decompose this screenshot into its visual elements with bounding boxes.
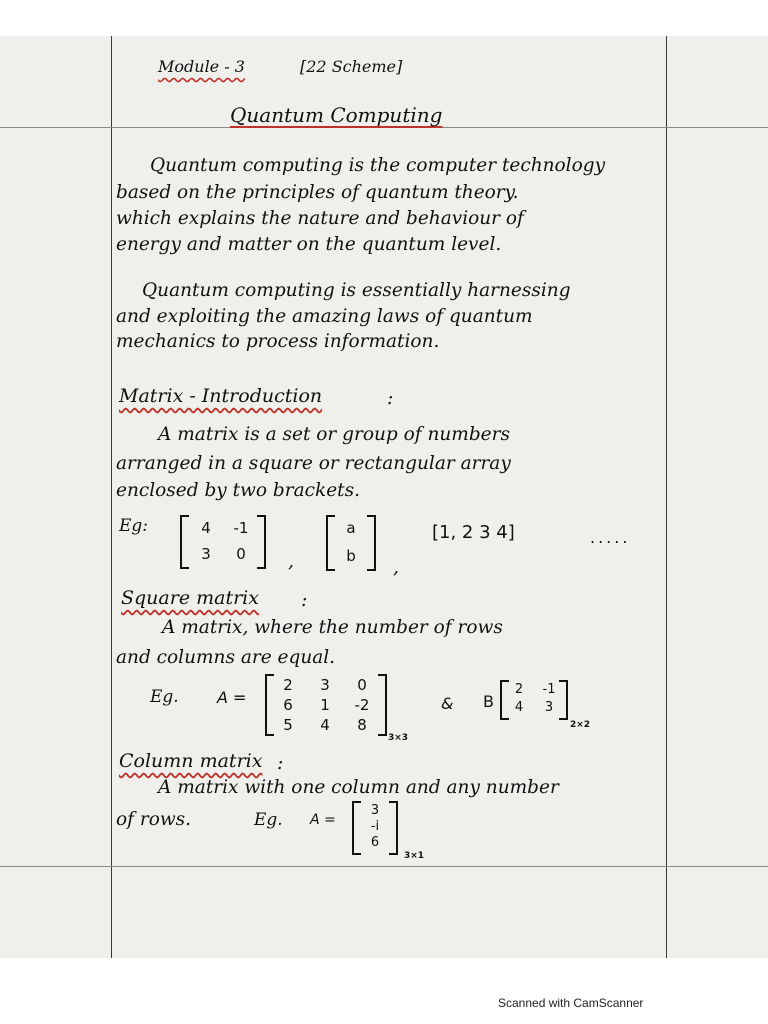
text-line: A matrix is a set or group of numbers [158, 424, 510, 445]
row-matrix-example: [1, 2 3 4] [432, 522, 515, 543]
matrix-cell: 2 [283, 676, 293, 694]
right-bracket [257, 515, 266, 569]
square-matrix-b [500, 680, 568, 720]
matrix-cell: 6 [370, 835, 380, 850]
text-line: Quantum computing is essentially harnessing [142, 280, 571, 301]
matrix-cell: 4 [320, 716, 330, 734]
scanner-watermark: Scanned with CamScanner [498, 996, 644, 1010]
text-line: A matrix with one column and any number [158, 777, 559, 798]
matrix-cell: 3 [201, 545, 211, 563]
right-bracket [367, 515, 376, 571]
ellipsis: ..... [590, 528, 631, 547]
matrix-cell: 5 [283, 716, 293, 734]
text-line: energy and matter on the quantum level. [116, 234, 502, 255]
matrix-cell: 8 [357, 716, 367, 734]
column-matrix-size: 3×1 [404, 851, 425, 861]
matrix-cell: -1 [542, 682, 556, 697]
comma: , [393, 556, 400, 578]
matrix-a-size: 3×3 [388, 733, 409, 743]
matrix-cell: 4 [514, 700, 524, 715]
square-matrix-colon: : [301, 589, 308, 611]
left-bracket [180, 515, 189, 569]
text-line: Quantum computing is the computer technology [150, 155, 606, 176]
matrix-cell: -2 [354, 696, 370, 714]
text-line: and columns are equal. [116, 647, 336, 668]
module-label: Module - 3 [158, 57, 245, 76]
square-matrix-heading: Square matrix [121, 587, 259, 609]
matrix-cell: 3 [544, 700, 554, 715]
square-matrix-a [265, 674, 387, 736]
right-bracket [378, 674, 387, 736]
matrix-cell: 4 [201, 519, 211, 537]
matrix-cell: -i [370, 819, 380, 834]
column-matrix-example [352, 801, 398, 855]
column-matrix-label: A = [310, 812, 336, 828]
matrix-cell: 6 [283, 696, 293, 714]
matrix-cell: b [346, 547, 356, 565]
text-line: and exploiting the amazing laws of quantum [116, 306, 533, 327]
and-symbol: & [441, 694, 454, 713]
bottom-rule [0, 866, 768, 867]
matrix-cell: 3 [370, 803, 380, 818]
column-matrix-colon: : [277, 752, 284, 774]
matrix-intro-heading: Matrix - Introduction [119, 385, 323, 407]
eg-label: Eg. [150, 687, 179, 707]
text-line: enclosed by two brackets. [116, 480, 360, 501]
right-bracket [389, 801, 398, 855]
matrix-cell: 2 [514, 682, 524, 697]
matrix-cell: -1 [233, 519, 249, 537]
page-title: Quantum Computing [230, 103, 443, 127]
left-margin-line [111, 36, 112, 958]
column-matrix-heading: Column matrix [119, 750, 263, 772]
left-bracket [352, 801, 361, 855]
matrix-cell: 0 [357, 676, 367, 694]
matrix-cell: a [346, 519, 356, 537]
matrix-a-label: A = [217, 688, 247, 707]
left-bracket [265, 674, 274, 736]
matrix-cell: 3 [320, 676, 330, 694]
text-line: mechanics to process information. [116, 331, 440, 352]
matrix-b-size: 2×2 [570, 720, 591, 730]
text-line: arranged in a square or rectangular array [116, 453, 511, 474]
top-rule [0, 127, 768, 128]
scheme-label: [22 Scheme] [300, 57, 403, 76]
example-column-matrix [326, 515, 376, 571]
matrix-intro-colon: : [387, 387, 394, 409]
text-line: A matrix, where the number of rows [162, 617, 503, 638]
example-matrix-2x2 [180, 515, 266, 569]
eg-label: Eg. [254, 810, 283, 830]
text-line: of rows. [116, 809, 192, 830]
right-margin-line [666, 36, 667, 958]
eg-label: Eg: [119, 516, 149, 536]
matrix-b-label: B [483, 692, 494, 711]
text-line: which explains the nature and behaviour of [116, 208, 524, 229]
left-bracket [326, 515, 335, 571]
matrix-cell: 1 [320, 696, 330, 714]
comma: , [288, 550, 295, 572]
matrix-cell: 0 [236, 545, 246, 563]
text-line: based on the principles of quantum theory. [116, 182, 519, 203]
